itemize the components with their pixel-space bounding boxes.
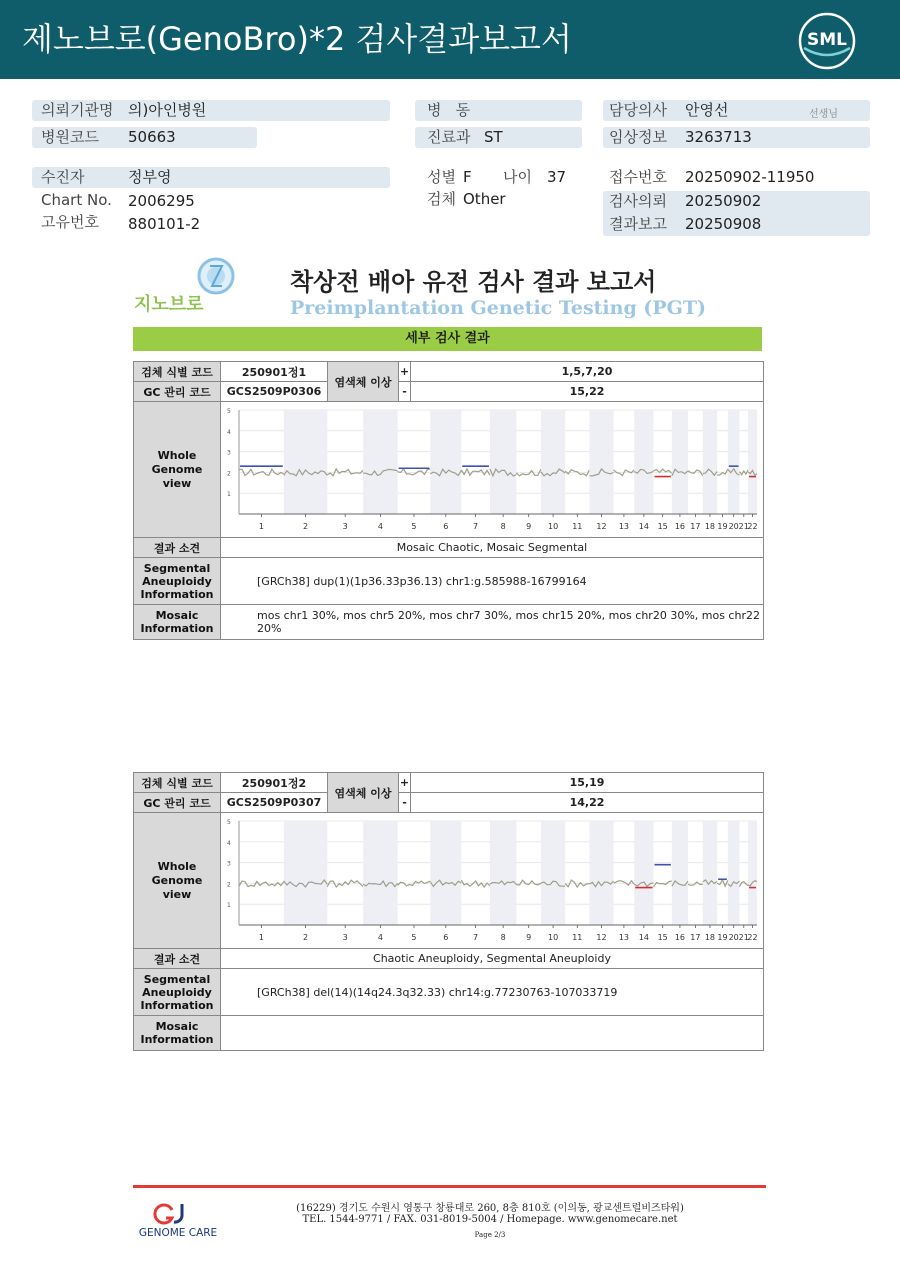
mosaic-label xyxy=(134,605,221,640)
whole-genome-chart xyxy=(221,813,763,945)
chromosome-label: 4 xyxy=(377,522,383,531)
specimen-code-value: 250901정1 xyxy=(221,362,328,382)
chromosome-label: 11 xyxy=(572,933,583,942)
chromosome-band xyxy=(703,410,717,514)
result-opinion-label: 결과 소견 xyxy=(134,538,221,558)
receipt-no-value: 20250902-11950 xyxy=(685,168,815,186)
mosaic-value xyxy=(221,1016,764,1051)
whole-genome-chart-cell xyxy=(221,402,764,538)
chromosome-label: 8 xyxy=(500,933,506,942)
mosaic-label-line1: Mosaic xyxy=(155,609,199,622)
result-opinion-label: 결과 소견 xyxy=(134,949,221,969)
plus-sign: + xyxy=(399,773,411,793)
y-tick-label: 3 xyxy=(227,860,231,868)
segmental-value: [GRCh38] dup(1)(1p36.33p36.13) chr1:g.585988-16799164 xyxy=(221,558,764,605)
report-title: 제노브로(GenoBro)*2 검사결과보고서 xyxy=(22,20,572,58)
unique-no-label: 고유번호 xyxy=(41,213,99,231)
unique-no-value: 880101-2 xyxy=(128,215,201,233)
chromosome-label: 10 xyxy=(548,933,559,942)
chromosome-band xyxy=(363,410,398,514)
chromosome-label: 7 xyxy=(473,522,479,531)
specimen-code-label: 검체 식별 코드 xyxy=(134,773,221,793)
result-opinion-value: Mosaic Chaotic, Mosaic Segmental xyxy=(221,538,764,558)
chromosome-label: 14 xyxy=(638,522,649,531)
chromosome-label: 2 xyxy=(302,933,309,942)
chromosome-label: 6 xyxy=(443,522,449,531)
segmental-label-line3: Information xyxy=(140,998,214,1012)
pgt-title-korean: 착상전 배아 유전 검사 결과 보고서 xyxy=(290,268,657,296)
whole-genome-label-line2: Genome xyxy=(151,462,203,476)
chromosome-band xyxy=(284,410,327,514)
mosaic-label xyxy=(134,1016,221,1051)
gain-chromosomes: 15,19 xyxy=(411,773,764,793)
sample-1-table xyxy=(133,361,764,640)
chromosome-label: 3 xyxy=(342,522,348,531)
loss-chromosomes: 14,22 xyxy=(411,793,764,813)
copy-number-trace xyxy=(740,882,749,887)
result-opinion-value: Chaotic Aneuploidy, Segmental Aneuploidy xyxy=(221,949,764,969)
clinical-info-label: 임상정보 xyxy=(609,128,667,146)
chromosome-label: 20 xyxy=(728,933,739,942)
whole-genome-chart xyxy=(221,402,763,534)
recipient-label: 수진자 xyxy=(41,168,85,186)
chromosome-band xyxy=(490,821,516,925)
y-tick-label: 1 xyxy=(227,902,231,910)
genome-care-logo-text: GENOME CARE xyxy=(138,1227,218,1239)
segmental-value: [GRCh38] del(14)(14q24.3q32.33) chr14:g.77230763-107033719 xyxy=(221,969,764,1016)
chromosome-label: 12 xyxy=(596,522,607,531)
whole-genome-chart-cell xyxy=(221,813,764,949)
genobro-logo xyxy=(132,254,252,316)
doctor-value: 안영선 xyxy=(685,101,729,119)
chromosome-label: 20 xyxy=(728,522,739,531)
dept-value: ST xyxy=(484,128,503,146)
footer-contact: TEL. 1544-9771 / FAX. 031-8019-5004 / Homepage. www.genomecare.net xyxy=(302,1214,678,1225)
y-tick-label: 5 xyxy=(227,408,231,415)
chromosome-band xyxy=(541,410,565,514)
receipt-no-label: 접수번호 xyxy=(609,168,667,186)
hospital-code-label: 병원코드 xyxy=(41,128,99,146)
copy-number-trace xyxy=(398,469,431,475)
genobro-logo-text: 지노브로 xyxy=(134,294,204,315)
chromosome-label: 13 xyxy=(618,933,630,942)
whole-genome-label xyxy=(134,402,221,538)
mosaic-label-line2: Information xyxy=(140,1033,214,1046)
chromosome-band xyxy=(672,410,688,514)
segmental-label-line2: Aneuploidy xyxy=(142,985,212,999)
chromosome-band xyxy=(589,821,613,925)
sex-label: 성별 xyxy=(427,168,456,186)
report-header-bar xyxy=(0,0,900,79)
y-tick-label: 4 xyxy=(227,428,231,436)
plus-sign: + xyxy=(399,362,411,382)
chromosome-band xyxy=(748,410,757,514)
chromosome-band xyxy=(284,821,327,925)
requesting-org-value: 의)아인병원 xyxy=(128,101,207,119)
footer-page-number: Page 2/3 xyxy=(474,1231,506,1239)
chromosome-band xyxy=(363,821,398,925)
copy-number-trace xyxy=(614,470,635,476)
gc-code-label: GC 관리 코드 xyxy=(134,793,221,813)
chromosome-label: 5 xyxy=(411,933,417,942)
chromosome-label: 4 xyxy=(377,933,383,942)
clinical-info-value: 3263713 xyxy=(685,128,752,146)
chromosome-label: 11 xyxy=(572,522,583,531)
chromosome-label: 22 xyxy=(747,933,758,942)
specimen-value: Other xyxy=(463,190,506,208)
chromosome-label: 13 xyxy=(618,522,630,531)
whole-genome-label-line2: Genome xyxy=(151,873,203,887)
chromosome-band xyxy=(589,410,613,514)
minus-sign: - xyxy=(399,793,411,813)
chromosome-label: 19 xyxy=(717,933,728,942)
chromosome-label: 16 xyxy=(674,933,686,942)
chromosome-label: 16 xyxy=(674,522,686,531)
chromosome-label: 7 xyxy=(473,933,479,942)
chromosome-label: 21 xyxy=(738,522,749,531)
dept-label: 진료과 xyxy=(427,128,471,146)
chromosome-band xyxy=(430,821,461,925)
chromosome-band xyxy=(634,821,653,925)
specimen-label: 검체 xyxy=(427,190,456,208)
genome-care-logo xyxy=(130,1196,226,1240)
chromosome-band xyxy=(728,821,740,925)
chromosome-label: 1 xyxy=(258,522,264,531)
whole-genome-label-line1: Whole xyxy=(157,859,197,873)
chromosome-label: 10 xyxy=(548,522,559,531)
chromosome-label: 5 xyxy=(411,522,417,531)
chromosome-band xyxy=(541,821,565,925)
chromosome-band xyxy=(490,410,516,514)
chromosome-label: 3 xyxy=(342,933,348,942)
segmental-label xyxy=(134,969,221,1016)
chromosome-label: 17 xyxy=(690,522,701,531)
chromosome-label: 9 xyxy=(526,933,532,942)
chromosome-label: 9 xyxy=(526,522,532,531)
gc-code-label: GC 관리 코드 xyxy=(134,382,221,402)
result-report-label: 결과보고 xyxy=(609,215,667,233)
hospital-code-value: 50663 xyxy=(128,128,176,146)
specimen-code-label: 검체 식별 코드 xyxy=(134,362,221,382)
minus-sign: - xyxy=(399,382,411,402)
doctor-suffix: 선생님 xyxy=(809,109,838,120)
age-label: 나이 xyxy=(503,168,532,186)
detail-results-header: 세부 검사 결과 xyxy=(133,327,762,351)
segmental-label xyxy=(134,558,221,605)
mosaic-label-line1: Mosaic xyxy=(155,1020,199,1033)
segmental-label-line2: Aneuploidy xyxy=(142,574,212,588)
age-value: 37 xyxy=(547,168,567,186)
recipient-row xyxy=(32,167,390,188)
chromosome-label: 19 xyxy=(717,522,728,531)
y-tick-label: 1 xyxy=(227,491,231,499)
whole-genome-label-line3: view xyxy=(162,887,192,901)
copy-number-trace xyxy=(239,881,284,887)
doctor-label: 담당의사 xyxy=(609,101,667,119)
y-tick-label: 4 xyxy=(227,839,231,847)
recipient-value: 정부영 xyxy=(128,168,172,186)
mosaic-label-line2: Information xyxy=(140,622,214,635)
segmental-label-line3: Information xyxy=(140,587,214,601)
test-request-label: 검사의뢰 xyxy=(609,192,667,210)
chromosome-band xyxy=(634,410,653,514)
chromosome-label: 8 xyxy=(500,522,506,531)
chrom-abnormal-label: 염색체 이상 xyxy=(328,773,399,813)
y-tick-label: 2 xyxy=(227,470,231,478)
gc-code-value: GCS2509P0306 xyxy=(221,382,328,402)
segmental-label-line1: Segmental xyxy=(143,561,211,575)
y-tick-label: 3 xyxy=(227,449,231,457)
chromosome-label: 15 xyxy=(657,522,668,531)
chromosome-band xyxy=(728,410,740,514)
copy-number-trace xyxy=(688,470,703,476)
chromosome-band xyxy=(672,821,688,925)
sml-logo xyxy=(798,12,856,70)
y-tick-label: 5 xyxy=(227,819,231,826)
chromosome-label: 22 xyxy=(747,522,758,531)
chromosome-label: 6 xyxy=(443,933,449,942)
chromosome-label: 12 xyxy=(596,933,607,942)
chromosome-band xyxy=(430,410,461,514)
chromosome-label: 15 xyxy=(657,933,668,942)
requesting-org-label: 의뢰기관명 xyxy=(41,101,114,119)
footer-address: (16229) 경기도 수원시 영통구 창룡대로 260, 8층 810호 (이의동, 광교센트럴비즈타워) xyxy=(296,1203,684,1214)
gc-code-value: GCS2509P0307 xyxy=(221,793,328,813)
whole-genome-label xyxy=(134,813,221,949)
sample-2-table xyxy=(133,772,764,1051)
chromosome-label: 2 xyxy=(302,522,309,531)
chromosome-label: 14 xyxy=(638,933,649,942)
chromosome-label: 21 xyxy=(738,933,749,942)
specimen-code-value: 250901정2 xyxy=(221,773,328,793)
chart-no-label: Chart No. xyxy=(41,191,112,209)
result-report-value: 20250908 xyxy=(685,215,762,233)
gain-chromosomes: 1,5,7,20 xyxy=(411,362,764,382)
ward-label: 병 동 xyxy=(427,101,471,119)
sml-logo-text: SML xyxy=(807,30,847,50)
whole-genome-label-line3: view xyxy=(162,476,192,490)
footer-divider xyxy=(133,1185,766,1188)
chromosome-label: 18 xyxy=(704,522,716,531)
copy-number-trace xyxy=(516,880,541,885)
chromosome-band xyxy=(748,821,757,925)
copy-number-trace xyxy=(614,881,635,886)
y-tick-label: 2 xyxy=(227,881,231,889)
whole-genome-label-line1: Whole xyxy=(157,448,197,462)
chart-no-value: 2006295 xyxy=(128,192,195,210)
loss-chromosomes: 15,22 xyxy=(411,382,764,402)
segmental-label-line1: Segmental xyxy=(143,972,211,986)
pgt-title-english: Preimplantation Genetic Testing (PGT) xyxy=(290,297,706,319)
test-request-value: 20250902 xyxy=(685,192,762,210)
chromosome-label: 18 xyxy=(704,933,716,942)
chromosome-label: 17 xyxy=(690,933,701,942)
chromosome-label: 1 xyxy=(258,933,264,942)
chrom-abnormal-label: 염색체 이상 xyxy=(328,362,399,402)
sex-value: F xyxy=(463,168,472,186)
chromosome-band xyxy=(703,821,717,925)
mosaic-value: mos chr1 30%, mos chr5 20%, mos chr7 30%, mos chr15 20%, mos chr20 30%, mos chr22 20% xyxy=(221,605,764,640)
